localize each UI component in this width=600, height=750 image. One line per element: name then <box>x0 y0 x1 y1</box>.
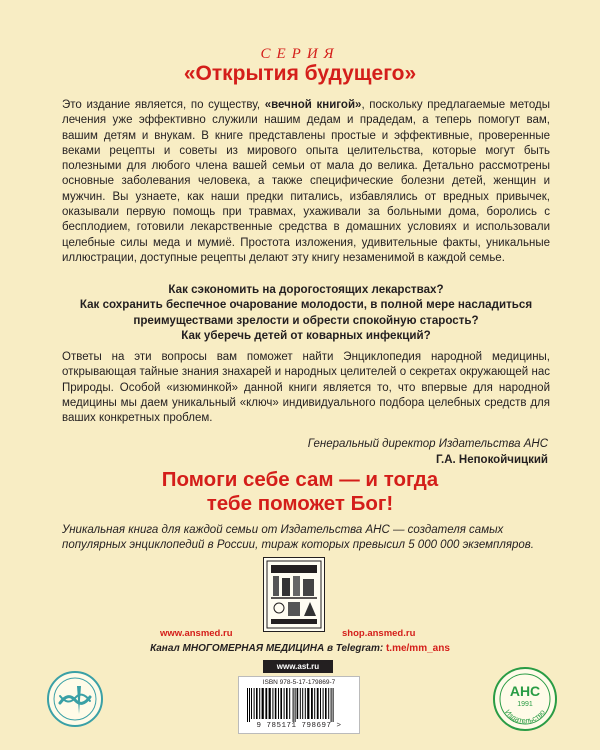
promo-text: Уникальная книга для каждой семьи от Издательства АНС — создателя самых популярных энциклопедий в России, тираж которых превысил 5 000 000 экземпляров. <box>62 524 534 552</box>
barcode-bar <box>269 688 271 719</box>
barcode-bar <box>307 688 309 719</box>
barcode-bar <box>284 688 285 719</box>
barcode-bar <box>259 688 260 719</box>
barcode-bar <box>302 688 303 719</box>
isbn-number: ISBN 978-5-17-179869-7 <box>262 679 336 686</box>
intro-paragraph <box>62 98 550 266</box>
shop-link[interactable]: shop.ansmed.ru <box>342 628 416 639</box>
logo-year: 1991 <box>517 701 533 708</box>
slogan-line-1: Помоги себе сам — и тогда <box>161 468 439 491</box>
question-1: Как сэкономить на дорогостоящих лекарствах? <box>168 283 444 296</box>
barcode-bar <box>328 688 329 719</box>
barcode-bar <box>278 688 279 719</box>
intro-bold-phrase: «вечной книгой» <box>264 99 362 111</box>
barcode-bar <box>272 688 273 719</box>
logo-name: АНС <box>509 683 541 699</box>
answers-paragraph: Ответы на эти вопросы вам поможет найти Энциклопедия народной медицины, открывающая тайные знания знахарей и народных целителей о секретах окружающей нас Природы. Особой «изюминкой» данной книги является то, что впервые для народной медицины мы даем уникальный «ключ» индивидуального подбора целебных средств для ваших конкретных проблем. <box>62 351 550 425</box>
telegram-label: Канал МНОГОМЕРНАЯ МЕДИЦИНА в Telegram: <box>150 643 386 654</box>
website-link[interactable]: www.ansmed.ru <box>160 628 233 639</box>
barcode-bar <box>323 688 324 719</box>
barcode-bar <box>333 688 334 722</box>
question-2: Как сохранить беспечное очарование молодости, в полной мере насладиться преимуществами зрелости и обрести спокойную старость? <box>79 298 533 327</box>
slogan <box>0 468 600 516</box>
barcode-bar <box>286 688 288 719</box>
ans-publisher-logo-icon <box>492 666 558 732</box>
logo-arc-text: Издательство <box>503 707 547 726</box>
barcode-bar <box>254 688 255 719</box>
signature-role: Генеральный директор Издательства АНС <box>307 438 548 450</box>
slogan-line-2: тебе поможет Бог! <box>206 492 394 515</box>
barcode-bar <box>262 688 264 719</box>
barcode-bar <box>295 688 296 722</box>
barcode-bar <box>300 688 301 719</box>
barcode-bar <box>289 688 290 719</box>
barcode-bar <box>317 688 319 719</box>
engraving-emblem-image <box>263 557 325 632</box>
publisher-logo-left <box>46 670 104 733</box>
barcode-bar <box>265 688 267 719</box>
barcode-bar <box>314 688 315 719</box>
barcode-bar <box>293 688 294 722</box>
questions-block <box>62 282 550 343</box>
barcode-bar <box>275 688 277 719</box>
barcode-bar <box>249 688 250 722</box>
barcode-bar <box>297 688 299 719</box>
ans-emblem-icon <box>46 670 104 728</box>
barcode-bar <box>247 688 248 722</box>
engraving-emblem-icon <box>264 558 324 631</box>
telegram-link[interactable]: t.me/mm_ans <box>385 643 450 654</box>
telegram-line <box>0 643 600 654</box>
signature-name: Г.А. Непокойчицкий <box>435 453 548 466</box>
publisher-logo-right <box>492 666 558 737</box>
intro-text-rest: , поскольку предлагаемые методы лечения уже эффективно служили нашим дедам и прадедам, а теперь помогут вам, вашим детям и внукам. В книге представлены простые и эффективные, проверенные веками рецепты и советы из мирового опыта целительства, которые могут быть полезными для любого члена вашей семьи от мала до велика. Детально рассмотрены основные заболевания человека, а также специфические болезни детей, женщин и мужчин. Вы узнаете, как наши предки питались, избавлялись от вредных привычек, оказывали первую помощь при травмах, ухаживали за больными дома, боролись с бесплодием, готовили лекарственные средства в домашних условиях и использовали целебные силы меда и мумиё. Простота изложения, удивительные факты, уникальные иллюстрации, доступные рецепты делают эту книгу незаменимой в каждой семье. <box>62 99 550 264</box>
series-title: «Открытия будущего» <box>183 62 417 85</box>
barcode-bar <box>251 688 252 719</box>
signature <box>308 437 548 468</box>
barcode-bar <box>256 688 258 719</box>
question-3: Как уберечь детей от коварных инфекций? <box>181 328 431 342</box>
series-label: СЕРИЯ <box>260 46 340 62</box>
barcode-bar <box>331 688 332 722</box>
barcode-bar <box>320 688 321 719</box>
barcode-bar <box>305 688 306 719</box>
isbn-barcode <box>238 676 360 734</box>
barcode-bar <box>280 688 282 719</box>
barcode-digits: 9 785171 798697 > <box>256 722 342 730</box>
barcode-bar <box>325 688 327 719</box>
publisher-site-badge: www.ast.ru <box>263 660 333 673</box>
intro-text-start: Это издание является, по существу, <box>62 99 265 111</box>
barcode-bar <box>311 688 313 719</box>
